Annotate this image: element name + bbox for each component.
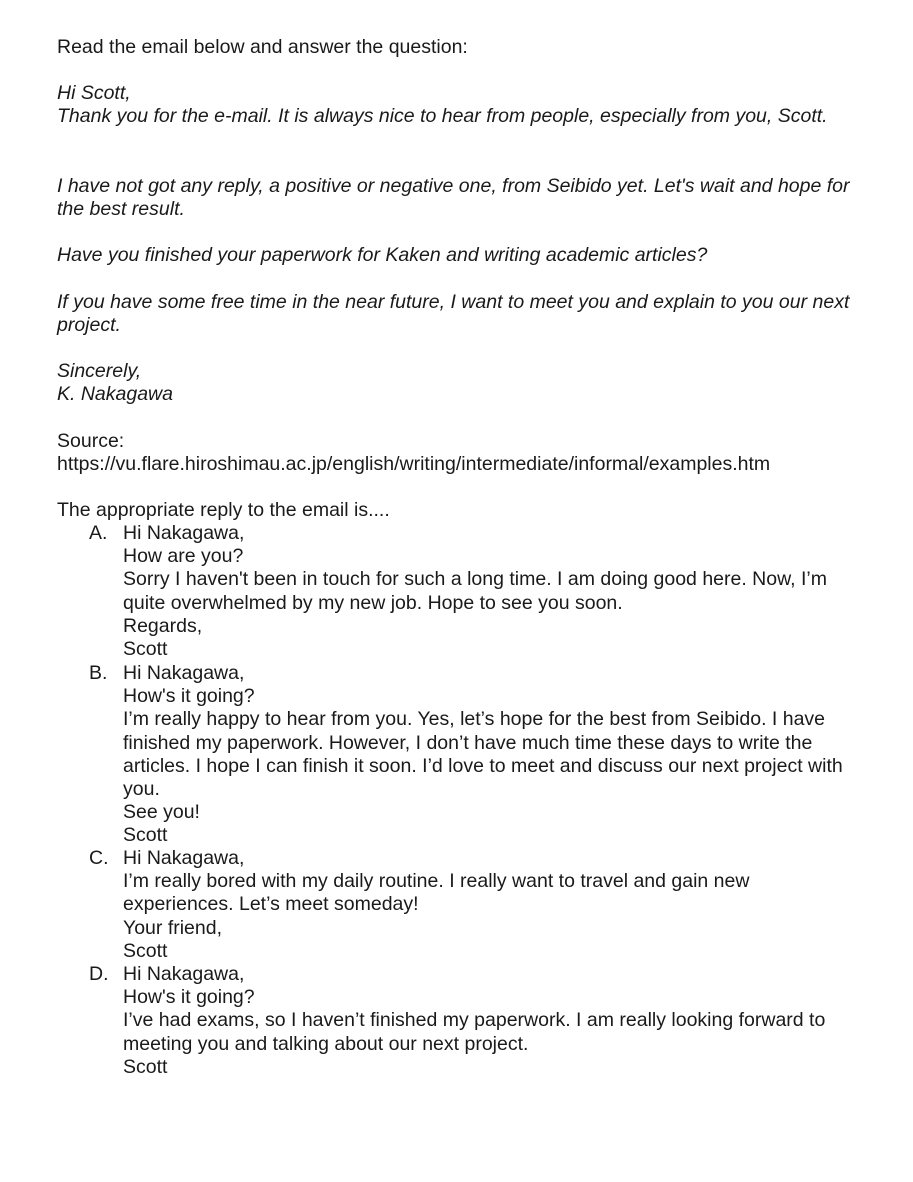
email-signature: K. Nakagawa xyxy=(57,383,173,406)
source-citation xyxy=(57,430,867,476)
option-body xyxy=(123,963,863,1079)
email-greeting: Hi Scott, xyxy=(57,82,131,104)
question-text: The appropriate reply to the email is.... xyxy=(57,499,390,521)
option-letter: B. xyxy=(89,662,108,684)
email-paragraph-4: If you have some free time in the near future, I want to meet you and explain to you our next project. xyxy=(57,291,850,337)
option-closing: Your friend, xyxy=(123,916,223,939)
option-text: I’m really bored with my daily routine. I really want to travel and gain new experiences. Let’s meet someday! xyxy=(123,870,750,916)
option-signature: Scott xyxy=(123,824,168,847)
option-body xyxy=(123,847,863,963)
option-letter: A. xyxy=(89,522,108,544)
option-closing: See you! xyxy=(123,801,200,824)
option-opener: How's it going? xyxy=(123,685,255,708)
option-greeting: Hi Nakagawa, xyxy=(123,522,245,544)
option-body xyxy=(123,522,863,661)
email-signoff xyxy=(57,360,867,406)
option-text: Sorry I haven't been in touch for such a long time. I am doing good here. Now, I’m quite overwhelmed by my new job. Hope to see you soon. xyxy=(123,568,827,614)
email-paragraph-1: Thank you for the e-mail. It is always nice to hear from people, especially from you, Scott. xyxy=(57,105,828,127)
email-closing: Sincerely, xyxy=(57,360,142,382)
option-signature: Scott xyxy=(123,939,168,962)
option-signature: Scott xyxy=(123,638,168,661)
option-closing: Regards, xyxy=(123,614,203,637)
option-body xyxy=(123,662,863,848)
option-text: I’ve had exams, so I haven’t finished my paperwork. I am really looking forward to meeting you and talking about our next project. xyxy=(123,1009,826,1055)
email-paragraph-2: I have not got any reply, a positive or negative one, from Seibido yet. Let's wait and hope for the best result. xyxy=(57,175,850,221)
email-paragraph-3: Have you finished your paperwork for Kaken and writing academic articles? xyxy=(57,244,708,266)
option-letter: D. xyxy=(89,963,109,985)
option-greeting: Hi Nakagawa, xyxy=(123,847,245,869)
option-greeting: Hi Nakagawa, xyxy=(123,963,245,985)
option-text: I’m really happy to hear from you. Yes, let’s hope for the best from Seibido. I have finished my paperwork. However, I don’t have much time these days to write the articles. I hope I can finish it soon. I’d love to meet and discuss our next project with you. xyxy=(123,708,843,801)
option-opener: How's it going? xyxy=(123,986,255,1009)
option-opener: How are you? xyxy=(123,545,244,568)
instruction-text: Read the email below and answer the question: xyxy=(57,36,468,58)
option-greeting: Hi Nakagawa, xyxy=(123,662,245,684)
option-letter: C. xyxy=(89,847,109,869)
source-label: Source: xyxy=(57,430,125,452)
option-signature: Scott xyxy=(123,1055,168,1078)
source-url: https://vu.flare.hiroshimau.ac.jp/english/writing/intermediate/informal/examples.htm xyxy=(57,453,771,476)
